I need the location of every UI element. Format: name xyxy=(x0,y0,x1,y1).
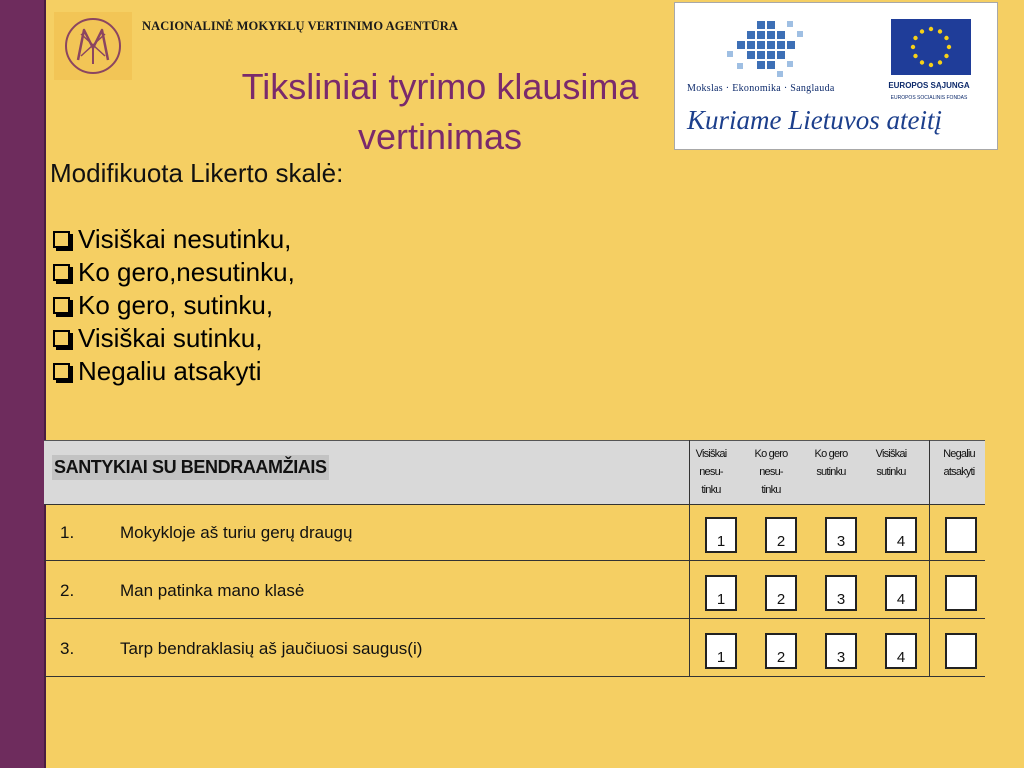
answer-box-1[interactable]: 1 xyxy=(705,517,737,553)
answer-box-4[interactable]: 4 xyxy=(885,575,917,611)
table-row xyxy=(44,561,985,619)
column-header-line: Ko gero xyxy=(814,448,848,460)
question-number: 1. xyxy=(60,523,75,542)
column-header-line: sutinku xyxy=(876,466,906,478)
column-header-line: Visiškai xyxy=(695,448,727,460)
scale-item-label: Ko gero, sutinku, xyxy=(78,290,274,320)
program-name: Mokslas · Ekonomika · Sanglauda xyxy=(687,83,835,94)
checkbox-bullet-icon xyxy=(53,330,70,347)
column-header-line: nesu- xyxy=(759,466,783,478)
question-number: 3. xyxy=(60,639,75,658)
answer-box-2[interactable]: 2 xyxy=(765,517,797,553)
left-accent-bar xyxy=(0,0,46,768)
column-header-line: nesu- xyxy=(699,466,723,478)
answer-box-4[interactable]: 4 xyxy=(885,517,917,553)
answer-box-3[interactable]: 3 xyxy=(825,633,857,669)
table-row xyxy=(44,619,985,677)
answer-box-2[interactable]: 2 xyxy=(765,575,797,611)
checkbox-bullet-icon xyxy=(53,363,70,380)
eu-slogan: Kuriame Lietuvos ateitį xyxy=(687,105,942,135)
title-line-1: Tiksliniai tyrimo klausima xyxy=(241,66,639,107)
answer-box-3[interactable]: 3 xyxy=(825,575,857,611)
checkbox-bullet-icon xyxy=(53,264,70,281)
answer-box-4[interactable]: 4 xyxy=(885,633,917,669)
answer-box-cannot-answer[interactable] xyxy=(945,517,977,553)
eu-fund-name: EUROPOS SOCIALINIS FONDAS xyxy=(890,95,968,101)
column-divider xyxy=(929,440,930,677)
answer-box-cannot-answer[interactable] xyxy=(945,575,977,611)
question-number: 2. xyxy=(60,581,75,600)
column-header-line: sutinku xyxy=(816,466,846,478)
column-header-line: atsakyti xyxy=(943,466,975,478)
survey-heading: SANTYKIAI SU BENDRAAMŽIAIS xyxy=(52,455,329,480)
eu-funding-logo xyxy=(674,2,998,150)
column-header-line: tinku xyxy=(761,484,781,496)
column-header-line: tinku xyxy=(701,484,721,496)
survey-header-row xyxy=(44,440,985,505)
column-header-line: Negaliu xyxy=(943,448,975,460)
title-line-2: vertinimas xyxy=(357,116,523,157)
column-header-line: Visiškai xyxy=(875,448,907,460)
column-header xyxy=(930,445,988,481)
scale-item xyxy=(50,322,295,355)
answer-box-1[interactable]: 1 xyxy=(705,633,737,669)
checkbox-bullet-icon xyxy=(53,231,70,248)
scale-item-label: Visiškai nesutinku, xyxy=(78,224,292,254)
eu-name: EUROPOS SĄJUNGA xyxy=(888,81,970,90)
column-header-line: Ko gero xyxy=(754,448,788,460)
scale-item xyxy=(50,223,295,256)
scale-list xyxy=(50,223,295,388)
table-row xyxy=(44,503,985,561)
question-text: Man patinka mano klasė xyxy=(120,581,305,600)
answer-box-3[interactable]: 3 xyxy=(825,517,857,553)
scale-item xyxy=(50,256,295,289)
answer-box-cannot-answer[interactable] xyxy=(945,633,977,669)
agency-name: NACIONALINĖ MOKYKLŲ VERTINIMO AGENTŪRA xyxy=(142,19,459,33)
page-title xyxy=(160,62,720,162)
scale-item xyxy=(50,289,295,322)
column-header xyxy=(742,445,800,499)
scale-item-label: Visiškai sutinku, xyxy=(78,323,263,353)
question-text: Mokykloje aš turiu gerų draugų xyxy=(120,523,353,542)
column-header xyxy=(802,445,860,481)
scale-item-label: Negaliu atsakyti xyxy=(78,356,262,386)
column-header xyxy=(682,445,740,499)
question-text: Tarp bendraklasių aš jaučiuosi saugus(i) xyxy=(120,639,423,658)
checkbox-bullet-icon xyxy=(53,297,70,314)
column-divider xyxy=(689,440,690,677)
scale-item-label: Ko gero,nesutinku, xyxy=(78,257,295,287)
scale-item xyxy=(50,355,295,388)
scale-title: Modifikuota Likerto skalė: xyxy=(50,158,344,188)
column-header xyxy=(862,445,920,481)
answer-box-1[interactable]: 1 xyxy=(705,575,737,611)
nmva-logo xyxy=(54,12,132,80)
answer-box-2[interactable]: 2 xyxy=(765,633,797,669)
